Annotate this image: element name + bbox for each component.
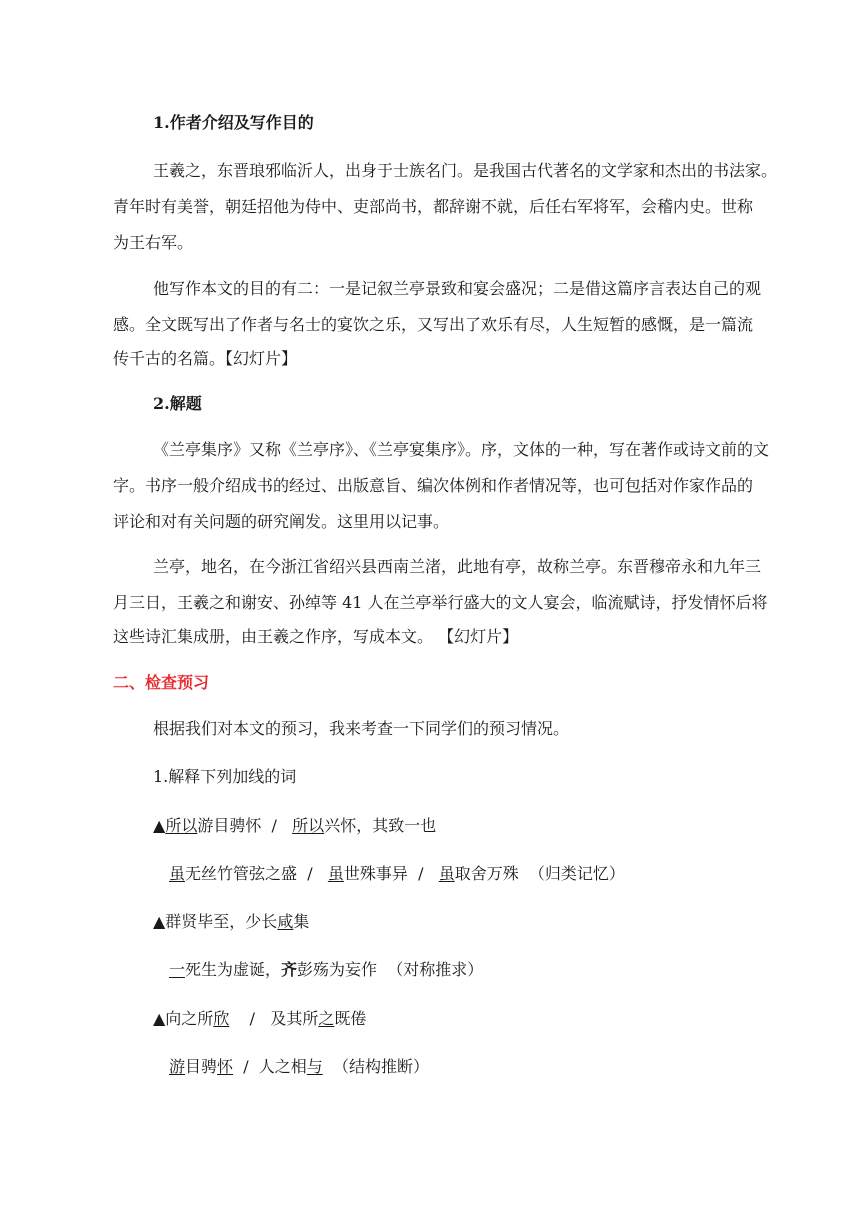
heading-title-explanation: 2.解题 xyxy=(153,394,202,413)
question-heading: 1.解释下列加线的词 xyxy=(153,767,297,786)
exercise-row: ▲群贤毕至，少长咸集 xyxy=(153,912,310,931)
exercise-row: ▲向之所欣 / 及其所之既倦 xyxy=(153,1009,367,1028)
paragraph-line: 为王右军。 xyxy=(113,233,194,252)
paragraph-line: 他写作本文的目的有二：一是记叙兰亭景致和宴会盛况；二是借这篇序言表达自己的观 xyxy=(153,279,762,298)
heading-author-intro: 1.作者介绍及写作目的 xyxy=(153,113,314,132)
heading-check-preview: 二、检查预习 xyxy=(113,673,210,692)
paragraph-line: 月三日，王羲之和谢安、孙绰等 41 人在兰亭举行盛大的文人宴会，临流赋诗，抒发情怀后将 xyxy=(113,593,768,612)
paragraph-line: 评论和对有关问题的研究阐发。这里用以记事。 xyxy=(113,512,450,531)
paragraph-line: 这些诗汇集成册，由王羲之作序，写成本文。 【幻灯片】 xyxy=(113,627,519,646)
paragraph-line: 感。全文既写出了作者与名士的宴饮之乐，又写出了欢乐有尽，人生短暂的感慨，是一篇流 xyxy=(113,315,754,334)
paragraph-line: 传千古的名篇。【幻灯片】 xyxy=(113,349,298,368)
exercise-row: 一死生为虚诞，齐彭殇为妄作 （对称推求） xyxy=(169,960,484,979)
paragraph-line: 王羲之，东晋琅邪临沂人，出身于士族名门。是我国古代著名的文学家和杰出的书法家。 xyxy=(153,161,778,180)
paragraph-line: 青年时有美誉，朝廷招他为侍中、吏部尚书，都辞谢不就，后任右军将军，会稽内史。世称 xyxy=(113,197,754,216)
paragraph-line: 字。书序一般介绍成书的经过、出版意旨、编次体例和作者情况等，也可包括对作家作品的 xyxy=(113,476,754,495)
exercise-row: ▲所以游目骋怀 / 所以兴怀，其致一也 xyxy=(153,816,437,835)
paragraph-line: 《兰亭集序》又称《兰亭序》、《兰亭宴集序》。序，文体的一种，写在著作或诗文前的文 xyxy=(153,440,770,459)
paragraph-line: 兰亭，地名，在今浙江省绍兴县西南兰渚，此地有亭，故称兰亭。东晋穆帝永和九年三 xyxy=(153,557,762,576)
exercise-row: 游目骋怀 / 人之相与 （结构推断） xyxy=(169,1057,429,1076)
exercise-row: 虽无丝竹管弦之盛 / 虽世殊事异 / 虽取舍万殊 （归类记忆） xyxy=(169,864,625,883)
intro-line: 根据我们对本文的预习，我来考查一下同学们的预习情况。 xyxy=(153,719,570,738)
